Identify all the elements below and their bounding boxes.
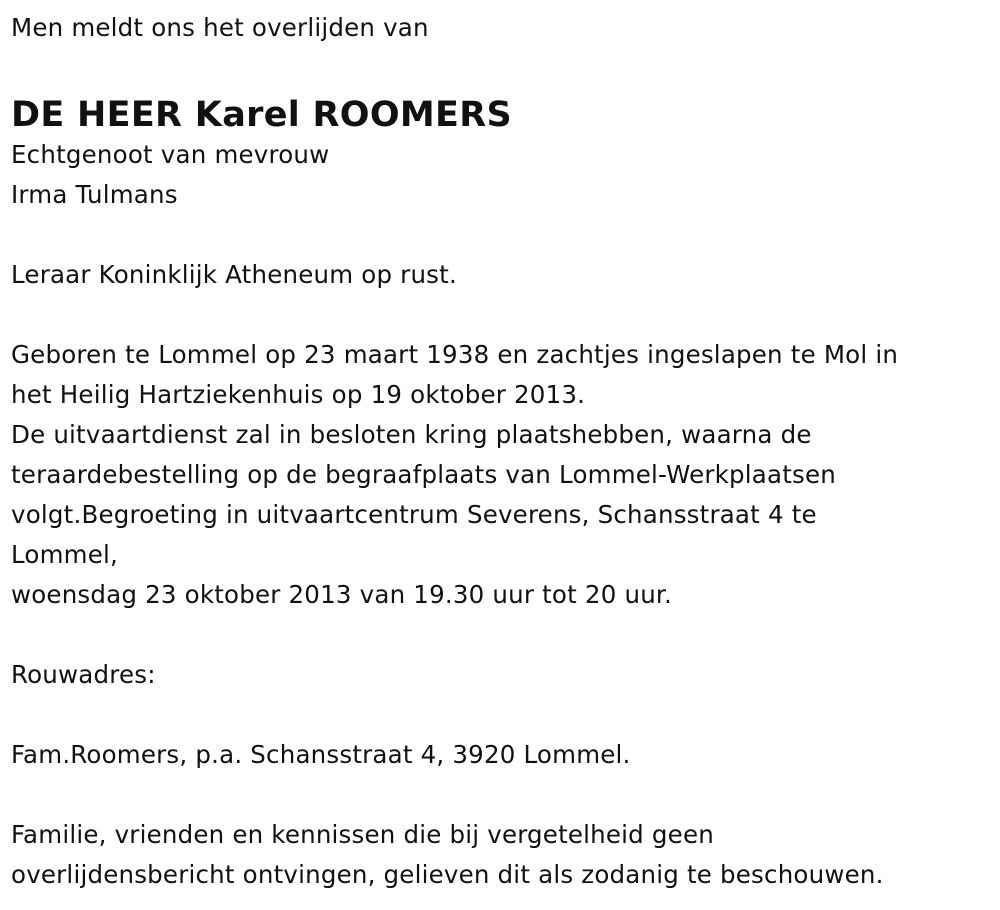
intro-text: Men meldt ons het overlijden van	[11, 13, 429, 42]
birth-line-2: het Heilig Hartziekenhuis op 19 oktober 2013.	[11, 380, 586, 409]
spouse-line-2: Irma Tulmans	[11, 180, 178, 209]
service-line-2: teraardebestelling op de begraafplaats van Lommel-Werkplaatsen	[11, 460, 836, 489]
service-line-5: woensdag 23 oktober 2013 van 19.30 uur tot 20 uur.	[11, 580, 672, 609]
service-line-3: volgt.Begroeting in uitvaartcentrum Severens, Schansstraat 4 te	[11, 500, 817, 529]
death-notice	[11, 8, 986, 895]
closing-line-1: Familie, vrienden en kennissen die bij vergetelheid geen	[11, 820, 714, 849]
address-label: Rouwadres:	[11, 660, 156, 689]
deceased-name-title: DE HEER Karel ROOMERS	[11, 95, 512, 135]
service-line-4: Lommel,	[11, 540, 119, 569]
closing-line-2: overlijdensbericht ontvingen, gelieven dit als zodanig te beschouwen.	[11, 860, 884, 889]
service-line-1: De uitvaartdienst zal in besloten kring plaatshebben, waarna de	[11, 420, 812, 449]
profession-text: Leraar Koninklijk Atheneum op rust.	[11, 260, 457, 289]
birth-line-1: Geboren te Lommel op 23 maart 1938 en zachtjes ingeslapen te Mol in	[11, 340, 899, 369]
mourning-address: Fam.Roomers, p.a. Schansstraat 4, 3920 Lommel.	[11, 740, 631, 769]
spouse-line-1: Echtgenoot van mevrouw	[11, 140, 330, 169]
